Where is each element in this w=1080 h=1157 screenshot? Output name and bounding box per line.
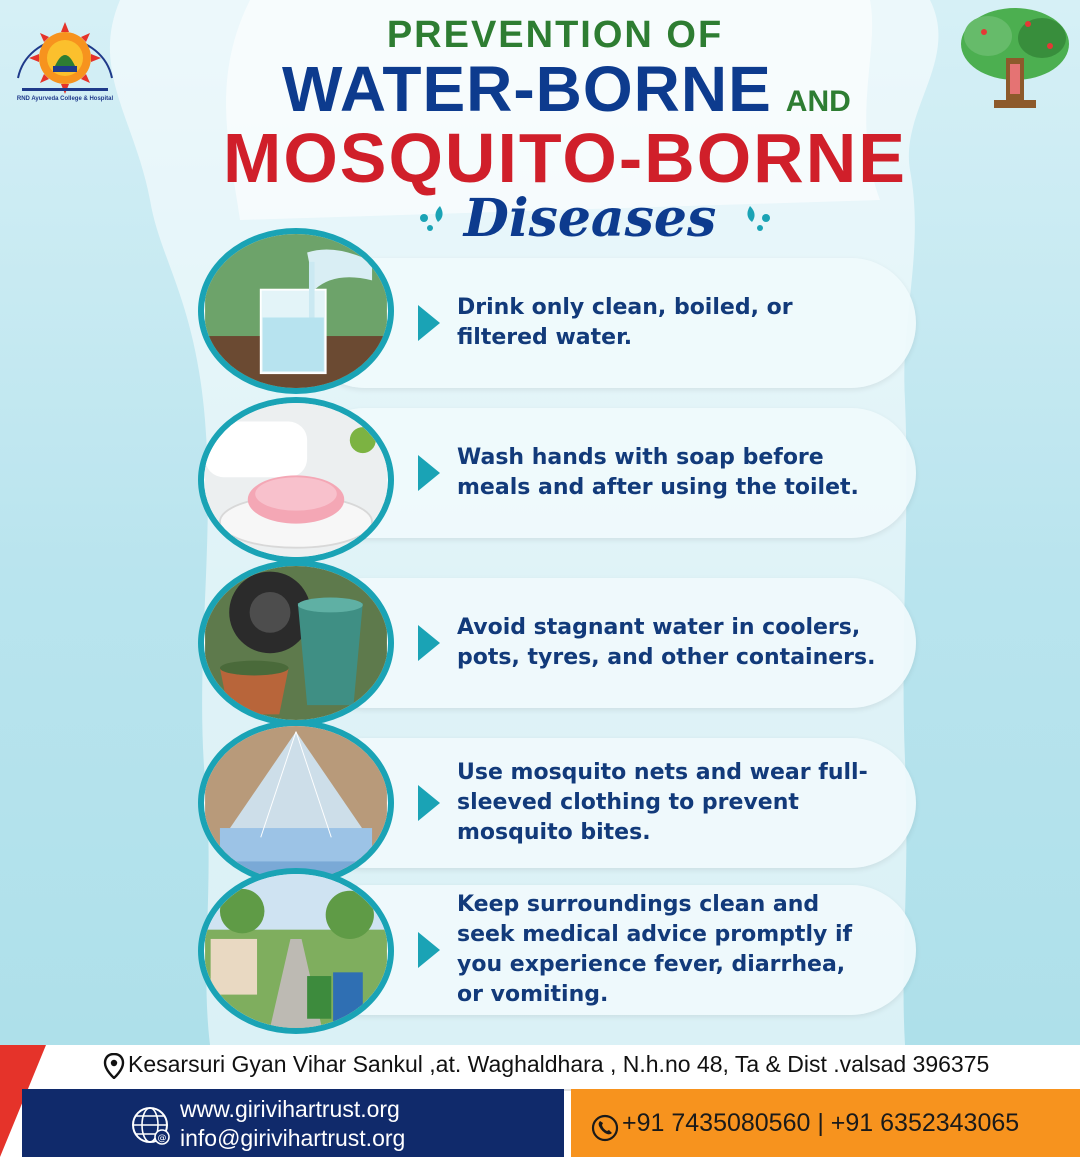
svg-text:@: @ xyxy=(157,1133,167,1144)
title-diseases: Diseases xyxy=(463,188,717,249)
college-logo-caption: RND Ayurveda College & Hospital xyxy=(16,96,114,102)
water-splash-right-icon xyxy=(738,196,778,236)
play-arrow-icon xyxy=(418,305,440,341)
tip-image-mosquito-net-bed xyxy=(198,720,394,886)
title-mosquito-borne: MOSQUITO-BORNE xyxy=(223,119,907,197)
globe-icon xyxy=(130,1105,172,1147)
email-link[interactable]: info@girivihartrust.org xyxy=(180,1125,406,1151)
website-link[interactable]: www.girivihartrust.org xyxy=(180,1096,400,1122)
play-arrow-icon xyxy=(418,625,440,661)
title-water-borne: WATER-BORNE xyxy=(282,53,772,125)
title-prevention-of: PREVENTION OF xyxy=(386,14,724,56)
title-and: AND xyxy=(785,85,851,118)
tip-text-2: Wash hands with soap before meals and after using the toilet. xyxy=(457,445,859,500)
tip-text-4: Use mosquito nets and wear full-sleeved clothing to prevent mosquito bites. xyxy=(457,760,868,845)
title-water-borne-line xyxy=(282,52,851,125)
tip-image-clean-street-bins xyxy=(198,868,394,1034)
play-arrow-icon xyxy=(418,785,440,821)
play-arrow-icon xyxy=(418,455,440,491)
phone-icon xyxy=(590,1113,620,1143)
tip-text-5: Keep surroundings clean and seek medical advice promptly if you experience fever, diarrhea, or vomiting. xyxy=(457,892,853,1007)
tip-image-soap-bar xyxy=(198,397,394,563)
play-arrow-icon xyxy=(418,932,440,968)
footer xyxy=(0,1045,1080,1157)
address-text: Kesarsuri Gyan Vihar Sankul ,at. Waghaldhara , N.h.no 48, Ta & Dist .valsad 396375 xyxy=(128,1051,990,1077)
tip-text-3: Avoid stagnant water in coolers, pots, tyres, and other containers. xyxy=(457,615,876,670)
tip-image-glass-of-water xyxy=(198,228,394,394)
phone-numbers[interactable]: +91 7435080560 | +91 6352343065 xyxy=(622,1109,1020,1137)
tip-image-tyre-bucket-pot xyxy=(198,560,394,726)
web-contact xyxy=(180,1095,405,1153)
location-pin-icon xyxy=(103,1053,125,1079)
tip-text-1: Drink only clean, boiled, or filtered water. xyxy=(457,295,793,350)
water-splash-left-icon xyxy=(412,196,452,236)
